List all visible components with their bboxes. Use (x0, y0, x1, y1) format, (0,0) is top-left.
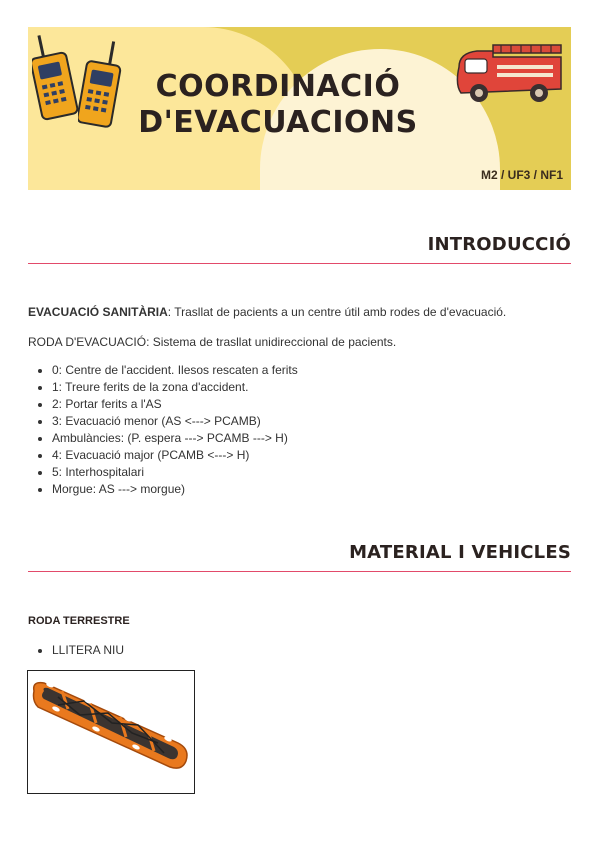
list-item: 3: Evacuació menor (AS <---> PCAMB) (28, 413, 298, 430)
walkie-talkie-icon (32, 35, 78, 121)
evacuation-steps-list (28, 362, 298, 498)
stretcher-image (27, 670, 195, 794)
basket-stretcher-icon (28, 671, 194, 793)
section-heading-material: MATERIAL I VEHICLES (349, 542, 571, 563)
course-code: M2 / UF3 / NF1 (480, 168, 563, 182)
list-item: 4: Evacuació major (PCAMB <---> H) (28, 447, 298, 464)
title-line-2: D'EVACUACIONS (138, 105, 418, 140)
definition-term: EVACUACIÓ SANITÀRIA (28, 305, 168, 319)
list-item: LLITERA NIU (28, 642, 124, 659)
section-heading-intro: INTRODUCCIÓ (427, 234, 571, 255)
list-item: 1: Treure ferits de la zona d'accident. (28, 379, 298, 396)
header-banner (28, 27, 571, 190)
page-title (128, 69, 428, 141)
list-item: 2: Portar ferits a l'AS (28, 396, 298, 413)
section-divider (28, 571, 571, 572)
fire-truck-icon (453, 37, 565, 109)
title-line-1: COORDINACIÓ (155, 69, 401, 104)
list-item: Morgue: AS ---> morgue) (28, 481, 298, 498)
list-item: 5: Interhospitalari (28, 464, 298, 481)
definition-text: : Trasllat de pacients a un centre útil amb rodes de d'evacuació. (167, 305, 507, 319)
definition-evacuacio (28, 305, 573, 320)
definition-roda: RODA D'EVACUACIÓ: Sistema de trasllat unidireccional de pacients. (28, 335, 397, 349)
list-item: 0: Centre de l'accident. Ilesos rescaten a ferits (28, 362, 298, 379)
walkie-talkie-icon (78, 41, 122, 129)
list-item: Ambulàncies: (P. espera ---> PCAMB ---> H) (28, 430, 298, 447)
subheading-roda-terrestre: RODA TERRESTRE (28, 615, 130, 627)
material-list (28, 642, 124, 659)
section-divider (28, 263, 571, 264)
